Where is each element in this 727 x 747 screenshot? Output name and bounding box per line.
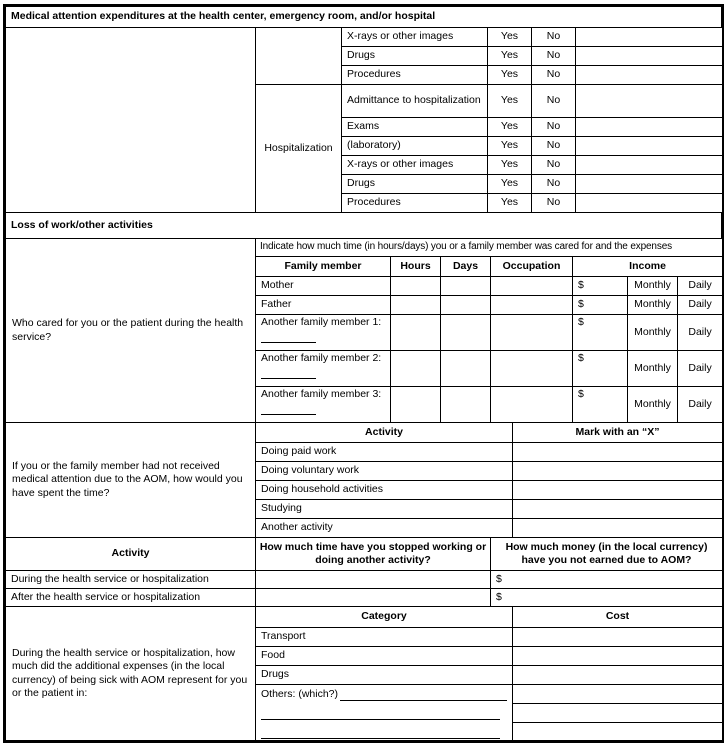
write-in-line[interactable] xyxy=(261,701,500,720)
occupation-cell[interactable] xyxy=(491,277,573,296)
category-label: Transport xyxy=(256,628,513,647)
money-answer-cell[interactable] xyxy=(491,589,723,607)
activity-question: If you or the family member had not received medical attention due to the AOM, how would you have spent the time? xyxy=(6,423,256,538)
hours-cell[interactable] xyxy=(391,387,441,423)
category-label: Drugs xyxy=(256,666,513,685)
dollar-sign: $ xyxy=(578,316,584,328)
yes-option[interactable]: Yes xyxy=(488,194,532,213)
col-header-activity-2: Activity xyxy=(6,538,256,571)
expenses-question: During the health service or hospitalization, how much did the additional expenses (in the local currency) of being sick with AOM represent for you or the patient in: xyxy=(6,607,256,741)
daily-option[interactable]: Daily xyxy=(678,296,723,315)
activity-option-label: Doing paid work xyxy=(256,443,513,462)
dollar-sign: $ xyxy=(578,388,584,400)
family-member-label: Another family member 3: xyxy=(256,387,391,423)
mark-cell[interactable] xyxy=(513,443,723,462)
time-row-label: After the health service or hospitalization xyxy=(6,589,256,607)
no-option[interactable]: No xyxy=(532,137,576,156)
hours-cell[interactable] xyxy=(391,351,441,387)
cost-cell[interactable] xyxy=(513,704,723,723)
daily-option[interactable]: Daily xyxy=(678,387,723,423)
monthly-option[interactable]: Monthly xyxy=(628,387,678,423)
response-cell[interactable] xyxy=(576,156,723,175)
name-blank-line[interactable] xyxy=(261,367,316,379)
col-header-category: Category xyxy=(256,607,513,628)
cost-cell[interactable] xyxy=(513,628,723,647)
days-cell[interactable] xyxy=(441,351,491,387)
monthly-option[interactable]: Monthly xyxy=(628,296,678,315)
yes-option[interactable]: Yes xyxy=(488,85,532,118)
time-money-table xyxy=(5,537,723,607)
daily-option[interactable]: Daily xyxy=(678,277,723,296)
occupation-cell[interactable] xyxy=(491,351,573,387)
family-member-label: Another family member 1: xyxy=(256,315,391,351)
no-option[interactable]: No xyxy=(532,47,576,66)
category-label: Food xyxy=(256,647,513,666)
col-header-family-member: Family member xyxy=(256,257,391,277)
time-row-label: During the health service or hospitalization xyxy=(6,571,256,589)
section-title-medical: Medical attention expenditures at the health center, emergency room, and/or hospital xyxy=(6,7,722,28)
col-header-cost: Cost xyxy=(513,607,723,628)
monthly-option[interactable]: Monthly xyxy=(628,277,678,296)
days-cell[interactable] xyxy=(441,296,491,315)
no-option[interactable]: No xyxy=(532,28,576,47)
cost-cell[interactable] xyxy=(513,685,723,704)
cost-cell[interactable] xyxy=(513,723,723,741)
col-header-income: Income xyxy=(573,257,723,277)
hours-cell[interactable] xyxy=(391,277,441,296)
cost-cell[interactable] xyxy=(513,647,723,666)
no-option[interactable]: No xyxy=(532,175,576,194)
item-label: Procedures xyxy=(342,194,488,213)
item-label: (laboratory) xyxy=(342,137,488,156)
days-cell[interactable] xyxy=(441,315,491,351)
yes-option[interactable]: Yes xyxy=(488,137,532,156)
income-amount-cell[interactable] xyxy=(573,315,628,351)
col-header-hours: Hours xyxy=(391,257,441,277)
medical-left-cell xyxy=(6,28,256,213)
no-option[interactable]: No xyxy=(532,85,576,118)
write-in-line[interactable] xyxy=(261,720,500,739)
income-amount-cell[interactable] xyxy=(573,351,628,387)
response-cell[interactable] xyxy=(576,28,723,47)
family-member-label: Another family member 2: xyxy=(256,351,391,387)
activity-option-label: Another activity xyxy=(256,519,513,538)
item-label: Drugs xyxy=(342,175,488,194)
expenses-table xyxy=(5,606,723,741)
family-member-label: Father xyxy=(256,296,391,315)
activity-option-label: Doing voluntary work xyxy=(256,462,513,481)
write-in-line[interactable] xyxy=(340,700,507,701)
item-label: X-rays or other images xyxy=(342,28,488,47)
loss-title-table xyxy=(5,212,722,239)
time-answer-cell[interactable] xyxy=(256,589,491,607)
col-header-mark-x: Mark with an “X” xyxy=(513,423,723,443)
response-cell[interactable] xyxy=(576,85,723,118)
activity-option-label: Studying xyxy=(256,500,513,519)
response-cell[interactable] xyxy=(576,118,723,137)
medical-title-table xyxy=(5,6,722,28)
response-cell[interactable] xyxy=(576,47,723,66)
item-label: Drugs xyxy=(342,47,488,66)
section-title-loss-of-work: Loss of work/other activities xyxy=(6,213,722,239)
no-option[interactable]: No xyxy=(532,66,576,85)
col-header-money-not-earned: How much money (in the local currency) have you not earned due to AOM? xyxy=(491,538,723,571)
occupation-cell[interactable] xyxy=(491,315,573,351)
others-label: Others: (which?) xyxy=(261,687,339,700)
response-cell[interactable] xyxy=(576,194,723,213)
item-label: Admittance to hospitalization xyxy=(342,85,488,118)
mark-cell[interactable] xyxy=(513,500,723,519)
monthly-option[interactable]: Monthly xyxy=(628,315,678,351)
money-answer-cell[interactable] xyxy=(491,571,723,589)
name-blank-line[interactable] xyxy=(261,331,316,343)
time-answer-cell[interactable] xyxy=(256,571,491,589)
income-amount-cell[interactable] xyxy=(573,277,628,296)
occupation-cell[interactable] xyxy=(491,296,573,315)
monthly-option[interactable]: Monthly xyxy=(628,351,678,387)
response-cell[interactable] xyxy=(576,137,723,156)
care-question: Who cared for you or the patient during the health service? xyxy=(6,239,256,423)
questionnaire-form xyxy=(3,4,724,743)
medical-expenditures-table xyxy=(5,27,723,213)
yes-option[interactable]: Yes xyxy=(488,175,532,194)
income-amount-cell[interactable] xyxy=(573,387,628,423)
yes-option[interactable]: Yes xyxy=(488,66,532,85)
col-header-days: Days xyxy=(441,257,491,277)
response-cell[interactable] xyxy=(576,175,723,194)
activity-table xyxy=(5,422,723,538)
care-instruction: Indicate how much time (in hours/days) you or a family member was cared for and the expenses xyxy=(256,239,723,257)
mark-cell[interactable] xyxy=(513,481,723,500)
days-cell[interactable] xyxy=(441,277,491,296)
dollar-sign: $ xyxy=(578,279,584,292)
col-header-occupation: Occupation xyxy=(491,257,573,277)
family-member-label: Mother xyxy=(256,277,391,296)
yes-option[interactable]: Yes xyxy=(488,47,532,66)
dollar-sign: $ xyxy=(496,590,502,603)
hours-cell[interactable] xyxy=(391,296,441,315)
name-blank-line[interactable] xyxy=(261,403,316,415)
yes-option[interactable]: Yes xyxy=(488,28,532,47)
dollar-sign: $ xyxy=(578,298,584,311)
yes-option[interactable]: Yes xyxy=(488,156,532,175)
col-header-time-stopped: How much time have you stopped working or doing another activity? xyxy=(256,538,491,571)
days-cell[interactable] xyxy=(441,387,491,423)
response-cell[interactable] xyxy=(576,66,723,85)
no-option[interactable]: No xyxy=(532,194,576,213)
item-label: Procedures xyxy=(342,66,488,85)
yes-option[interactable]: Yes xyxy=(488,118,532,137)
cost-cell[interactable] xyxy=(513,666,723,685)
hospitalization-group-label: Hospitalization xyxy=(256,85,342,213)
outpatient-group-cell xyxy=(256,28,342,85)
item-label: Exams xyxy=(342,118,488,137)
no-option[interactable]: No xyxy=(532,118,576,137)
income-amount-cell[interactable] xyxy=(573,296,628,315)
daily-option[interactable]: Daily xyxy=(678,351,723,387)
activity-option-label: Doing household activities xyxy=(256,481,513,500)
dollar-sign: $ xyxy=(496,572,502,585)
mark-cell[interactable] xyxy=(513,462,723,481)
item-label: X-rays or other images xyxy=(342,156,488,175)
dollar-sign: $ xyxy=(578,352,584,364)
no-option[interactable]: No xyxy=(532,156,576,175)
hours-cell[interactable] xyxy=(391,315,441,351)
care-table xyxy=(5,238,723,423)
occupation-cell[interactable] xyxy=(491,387,573,423)
mark-cell[interactable] xyxy=(513,519,723,538)
daily-option[interactable]: Daily xyxy=(678,315,723,351)
others-category-cell[interactable] xyxy=(256,685,513,741)
col-header-activity: Activity xyxy=(256,423,513,443)
